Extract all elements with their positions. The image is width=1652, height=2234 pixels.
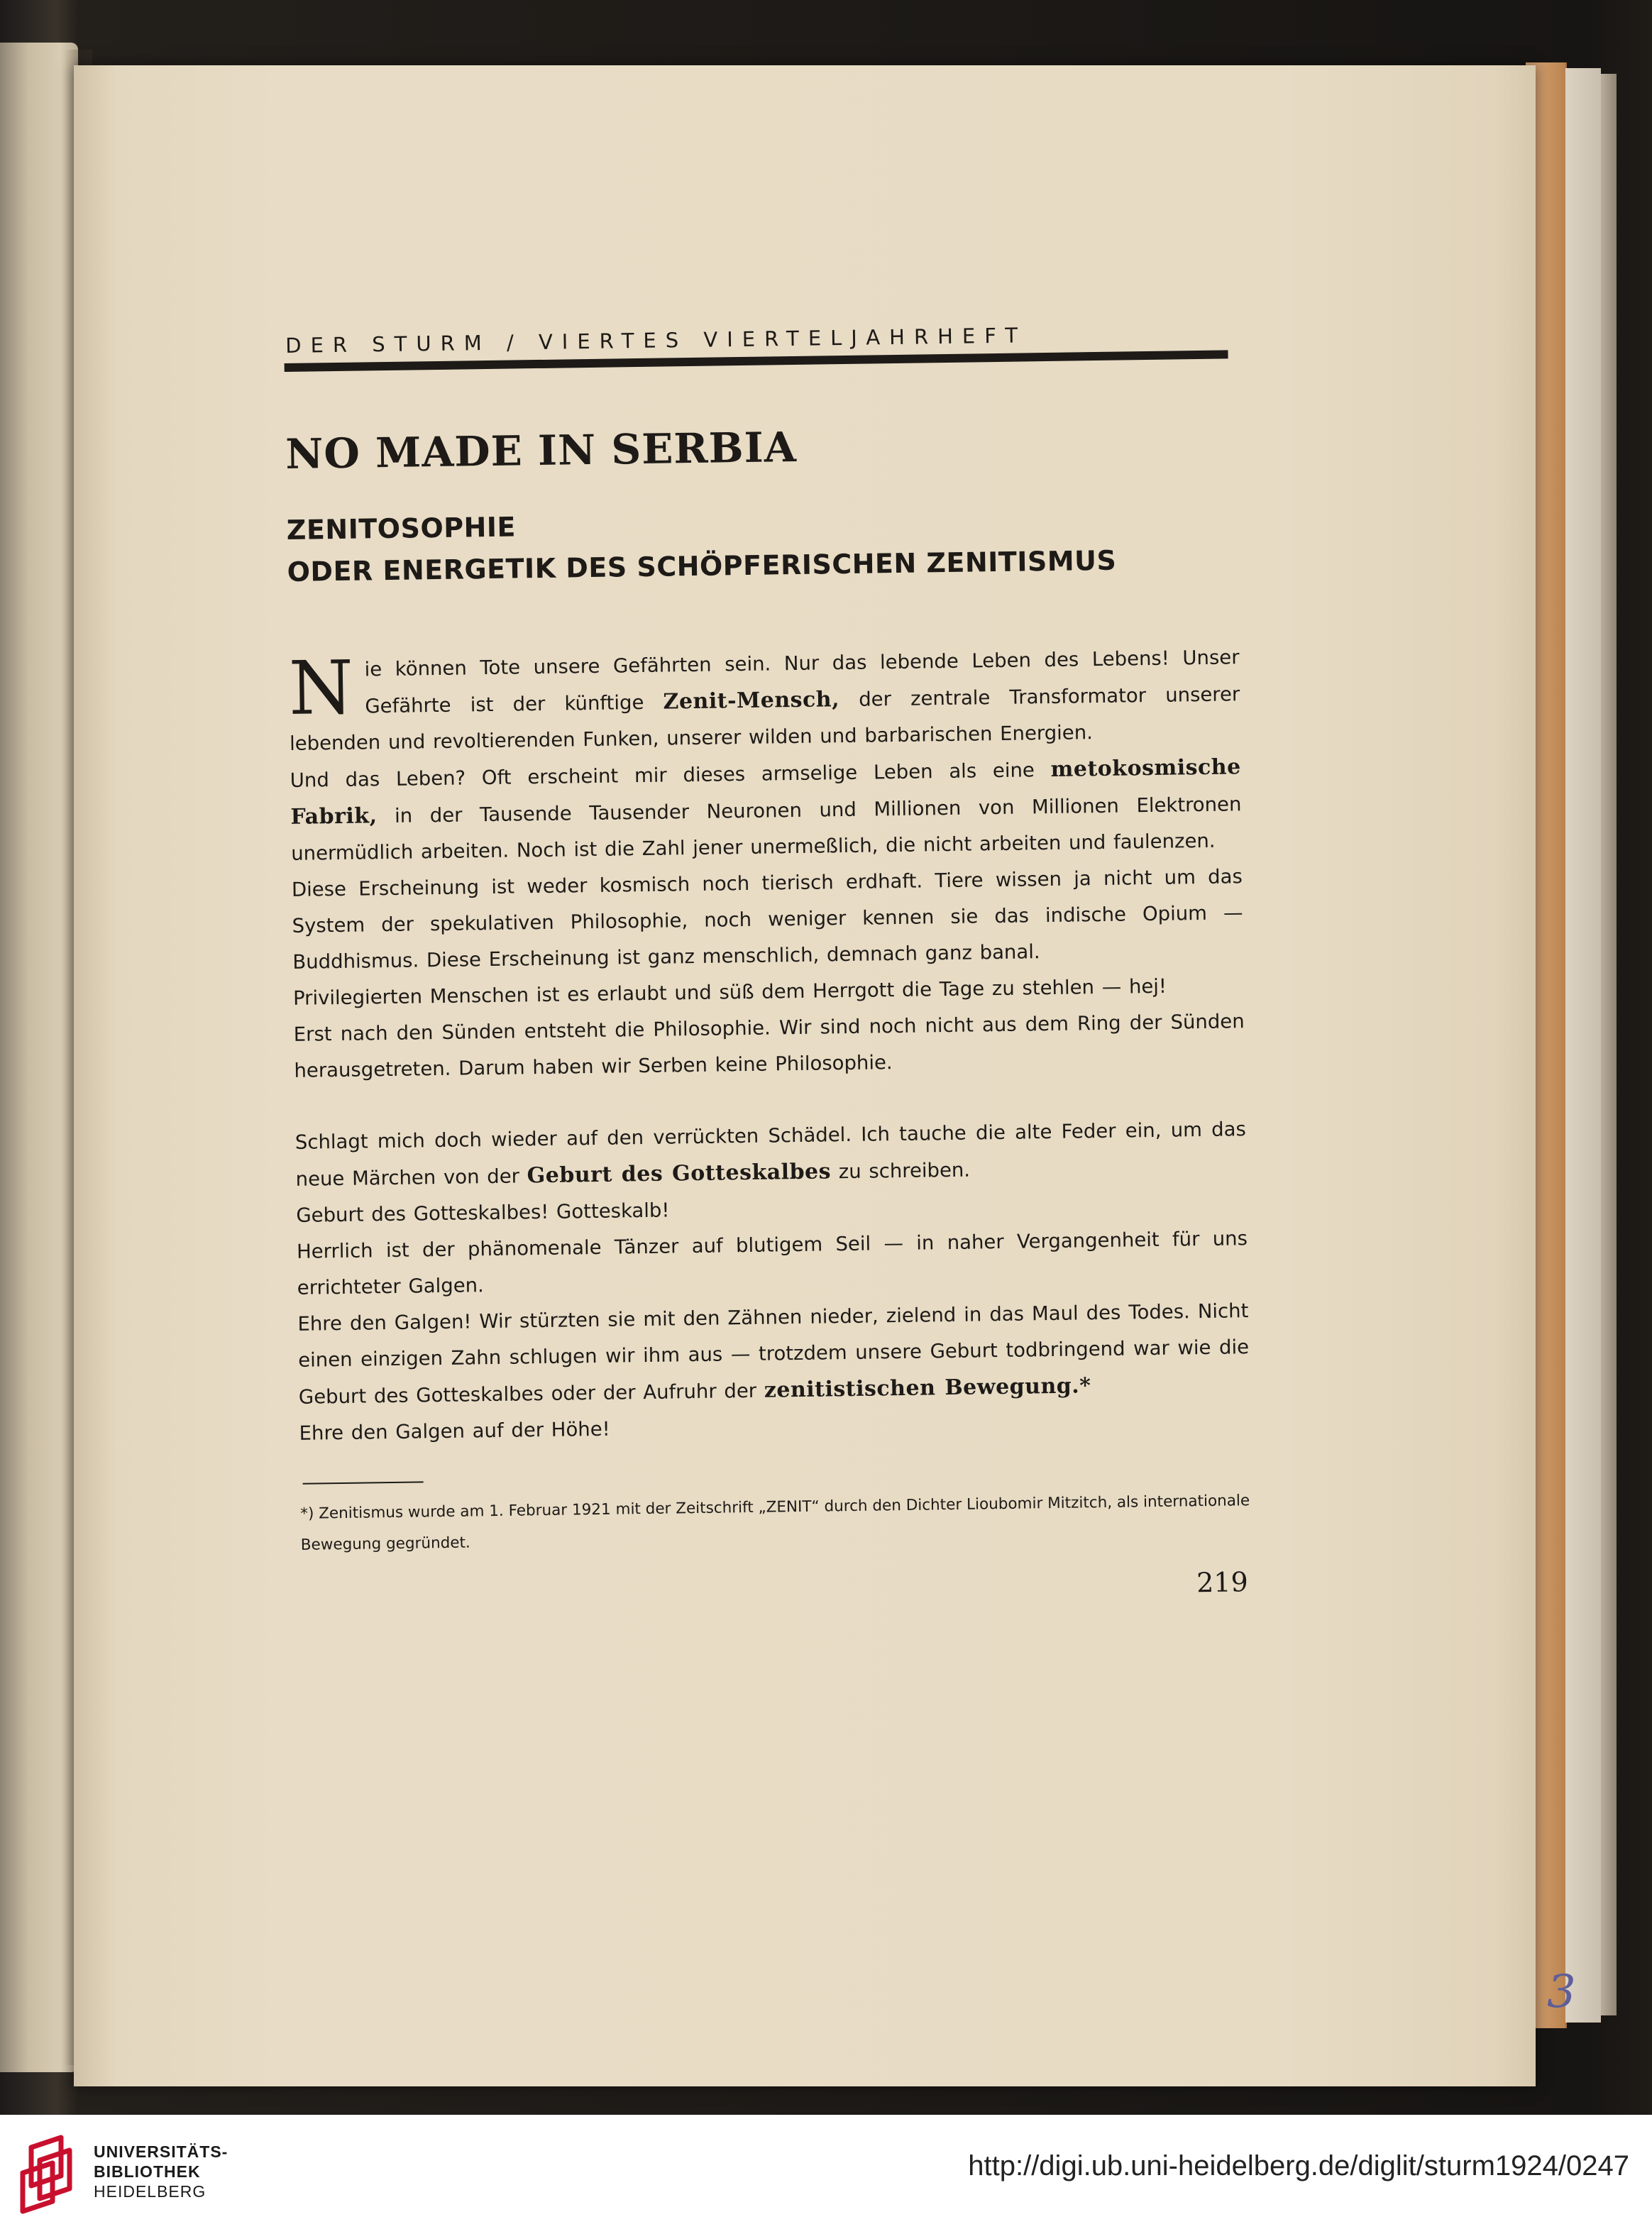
drop-cap: N	[288, 644, 354, 732]
library-name[interactable]	[94, 2142, 228, 2201]
paragraph: Ehre den Galgen auf der Höhe!	[299, 1417, 610, 1445]
paragraph	[290, 749, 1242, 872]
paragraph-text: ie können Tote unsere Gefährten sein. Nur das lebende Leben des Lebens! Unser Gefährte ist der künftige	[364, 646, 1240, 718]
paragraph	[295, 1111, 1247, 1198]
paragraph-text: Schlagt mich doch wieder auf den verrückten Schädel. Ich tauche die alte Feder ein, um das neue Märchen von der	[294, 1117, 1247, 1191]
paragraph	[288, 639, 1240, 762]
paragraph: Privilegierten Menschen ist es erlaubt und süß dem Herrgott die Tage zu stehlen — hej!	[292, 974, 1167, 1010]
article-title: NO MADE IN SERBIA	[285, 422, 798, 478]
paragraph-text: in der Tausende Tausender Neuronen und Millionen von Millionen Elektronen unermüdlich arbeiten. Noch ist die Zahl jener unermeßlich, die nicht arbeiten und faulenzen.	[291, 793, 1242, 865]
paragraph	[297, 1293, 1250, 1416]
text-block	[284, 320, 1252, 1610]
footnote: *) Zenitismus wurde am 1. Februar 1921 mit der Zeitschrift „ZENIT“ durch den Dichter Lioubomir Mitzitch, als internationale Bewegung gegründet.	[300, 1491, 1250, 1554]
paragraph-text: zu schreiben.	[830, 1158, 971, 1184]
article-subtitle: ZENITOSOPHIE	[286, 511, 517, 546]
library-logo-icon[interactable]	[17, 2133, 85, 2216]
emphasis-text: Zenit-Mensch,	[663, 686, 840, 715]
emphasis-text: Geburt des Gotteskalbes	[527, 1159, 832, 1189]
edge-pencil-mark: 3	[1547, 1966, 1576, 2018]
library-name-line: BIBLIOTHEK	[94, 2162, 201, 2181]
page-number: 219	[1196, 1566, 1248, 1598]
paragraph-text: Ehre den Galgen! Wir stürzten sie mit den Zähnen nieder, zielend in das Maul des Todes. Nicht einen einzigen Zahn schlugen wir ihm aus — trotzdem unsere Geburt todbringend war wie die Geburt des Gotteskalbes oder der Aufruhr der	[297, 1299, 1250, 1409]
paragraph-text: der zentrale Transformator unserer lebenden und revoltierenden Funken, unserer wilden und barbarischen Energien.	[289, 683, 1240, 755]
paragraph: Herrlich ist der phänomenale Tänzer auf blutigem Seil — in naher Vergangenheit für uns errichteter Galgen.	[296, 1226, 1248, 1299]
right-page-edge	[1601, 74, 1617, 2015]
library-name-line: UNIVERSITÄTS-	[94, 2142, 228, 2161]
permalink-url[interactable]: http://digi.ub.uni-heidelberg.de/diglit/sturm1924/0247	[968, 2150, 1629, 2181]
footnote-rule	[303, 1481, 424, 1484]
paragraph: Diese Erscheinung ist weder kosmisch noch tierisch erdhaft. Tiere wissen ja nicht um das System der spekulativen Philosophie, noch weniger kennen sie das indische Opium — Buddhismus. Diese Erscheinung ist ganz menschlich, demnach ganz banal.	[291, 864, 1243, 974]
right-page-edge	[1565, 68, 1601, 2023]
paragraph: Erst nach den Sünden entsteht die Philosophie. Wir sind noch nicht aus dem Ring der Sünden herausgetreten. Darum haben wir Serben keine Philosophie.	[293, 1009, 1245, 1082]
paragraph: Geburt des Gotteskalbes! Gotteskalb!	[296, 1199, 670, 1227]
library-logo-icon	[17, 2133, 85, 2216]
emphasis-text: zenitistischen Bewegung.*	[764, 1373, 1091, 1403]
emphasis-text: metokosmische Fabrik,	[290, 754, 1241, 830]
paragraph-text: Und das Leben? Oft erscheint mir dieses armselige Leben als eine	[290, 758, 1051, 792]
footer-bar	[0, 2115, 1652, 2234]
running-head: DER STURM / VIERTES VIERTELJAHRHEFT	[285, 323, 1028, 358]
article-subtitle: ODER ENERGETIK DES SCHÖPFERISCHEN ZENITISMUS	[287, 544, 1117, 588]
library-name-line: HEIDELBERG	[94, 2182, 206, 2201]
